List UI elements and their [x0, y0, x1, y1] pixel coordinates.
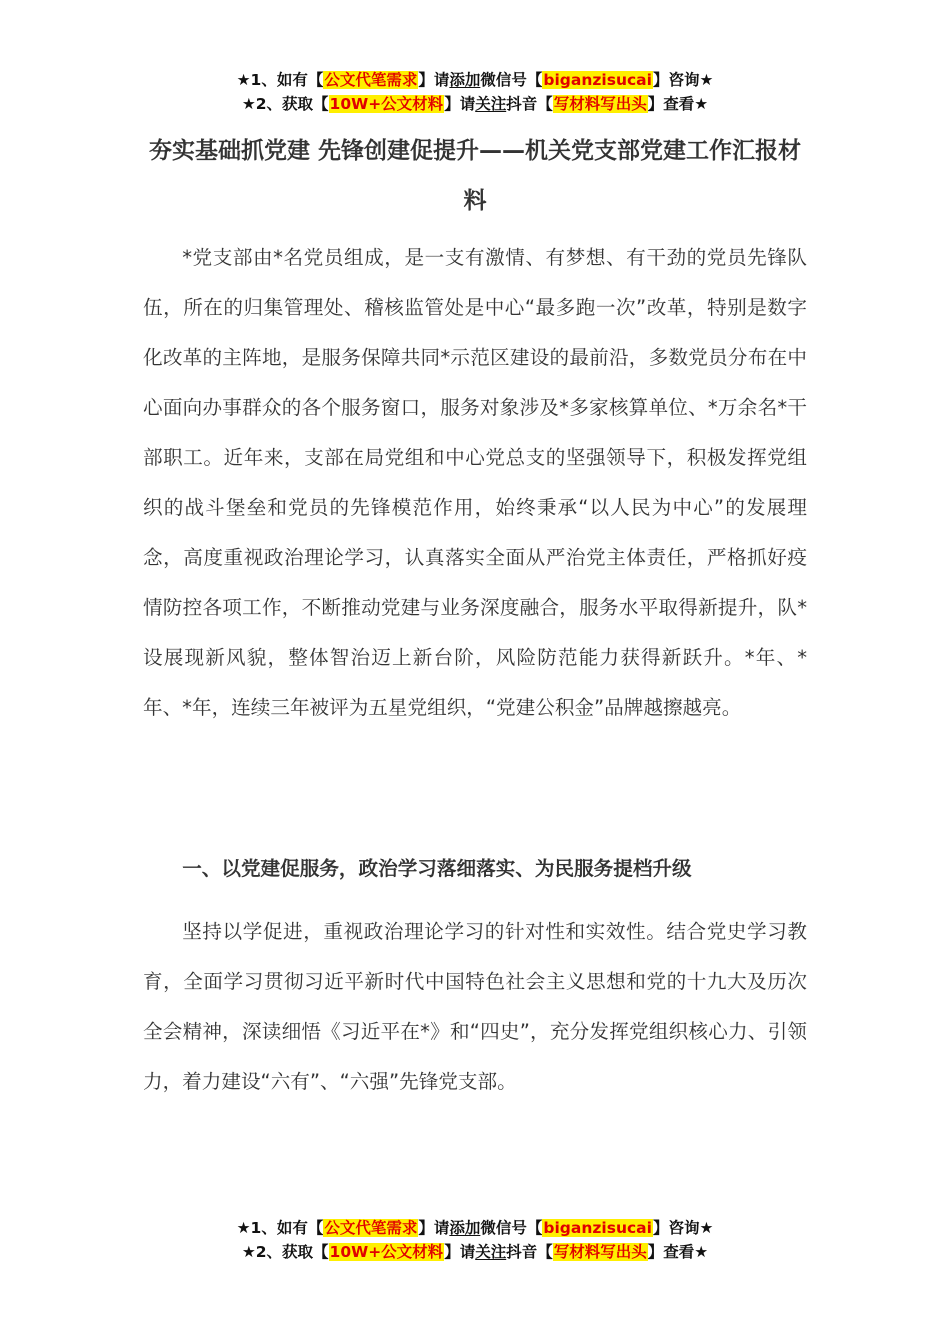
banner-highlight-douyin: 写材料写出头 — [553, 95, 647, 113]
banner-underline-text: 关注 — [475, 95, 507, 113]
banner-line-1 — [0, 68, 950, 92]
paragraph-study: 坚持以学促进，重视政治理论学习的针对性和实效性。结合党史学习教育，全面学习贯彻习近平新时代中国特色社会主义思想和党的十九大及历次全会精神，深读细悟《习近平在*》和“四史”，充分发挥党组织核心力、引领力，着力建设“六有”、“六强”先锋党支部。 — [143, 920, 807, 1093]
banner-highlight-service: 公文代笔需求 — [324, 1219, 418, 1237]
banner-text: 】查看★ — [647, 1243, 709, 1261]
banner-text: 抖音【 — [506, 1243, 553, 1261]
banner-underline-text: 关注 — [475, 1243, 507, 1261]
banner-text: ★2、获取【 — [241, 95, 329, 113]
paragraph-intro: *党支部由*名党员组成，是一支有激情、有梦想、有干劲的党员先锋队伍，所在的归集管理处、稽核监管处是中心“最多跑一次”改革，特别是数字化改革的主阵地，是服务保障共同*示范区建设的最前沿，多数党员分布在中心面向办事群众的各个服务窗口，服务对象涉及*多家核算单位、*万余名*干部职工。近年来，支部在局党组和中心党总支的坚强领导下，积极发挥党组织的战斗堡垒和党员的先锋模范作用，始终秉承“以人民为中心”的发展理念，高度重视政治理论学习，认真落实全面从严治党主体责任，严格抓好疫情防控各项工作，不断推动党建与业务深度融合，服务水平取得新提升，队*设展现新风貌，整体智治迈上新台阶，风险防范能力获得新跃升。*年、*年、*年，连续三年被评为五星党组织，“党建公积金”品牌越擦越亮。 — [143, 246, 807, 719]
banner-line-1 — [0, 1216, 950, 1240]
banner-highlight-wechat: biganzisucai — [543, 1219, 652, 1237]
banner-text: ★1、如有【 — [236, 1219, 324, 1237]
banner-text: 】请 — [418, 1219, 450, 1237]
section-content — [143, 907, 807, 1107]
banner-text: 】请 — [418, 71, 450, 89]
banner-highlight-wechat: biganzisucai — [543, 71, 652, 89]
banner-text: 微信号【 — [480, 71, 543, 89]
document-title: 夯实基础抓党建 先锋创建促提升——机关党支部党建工作汇报材料 — [148, 138, 801, 214]
banner-text: 】请 — [444, 1243, 476, 1261]
bottom-banner — [0, 1216, 950, 1264]
banner-line-2 — [0, 92, 950, 116]
top-banner — [0, 68, 950, 116]
banner-text: 微信号【 — [480, 1219, 543, 1237]
body-content — [143, 233, 807, 733]
section-heading-1: 一、以党建促服务，政治学习落细落实、为民服务提档升级 — [182, 857, 692, 880]
banner-underline-text: 添加 — [449, 71, 481, 89]
banner-text: 抖音【 — [506, 95, 553, 113]
banner-highlight-materials: 10W+公文材料 — [329, 95, 444, 113]
banner-highlight-materials: 10W+公文材料 — [329, 1243, 444, 1261]
banner-text: ★2、获取【 — [241, 1243, 329, 1261]
banner-text: 】请 — [444, 95, 476, 113]
banner-underline-text: 添加 — [449, 1219, 481, 1237]
banner-text: 】咨询★ — [652, 71, 714, 89]
banner-text: 】查看★ — [647, 95, 709, 113]
banner-highlight-douyin: 写材料写出头 — [553, 1243, 647, 1261]
banner-line-2 — [0, 1240, 950, 1264]
banner-text: 】咨询★ — [652, 1219, 714, 1237]
banner-text: ★1、如有【 — [236, 71, 324, 89]
banner-highlight-service: 公文代笔需求 — [324, 71, 418, 89]
